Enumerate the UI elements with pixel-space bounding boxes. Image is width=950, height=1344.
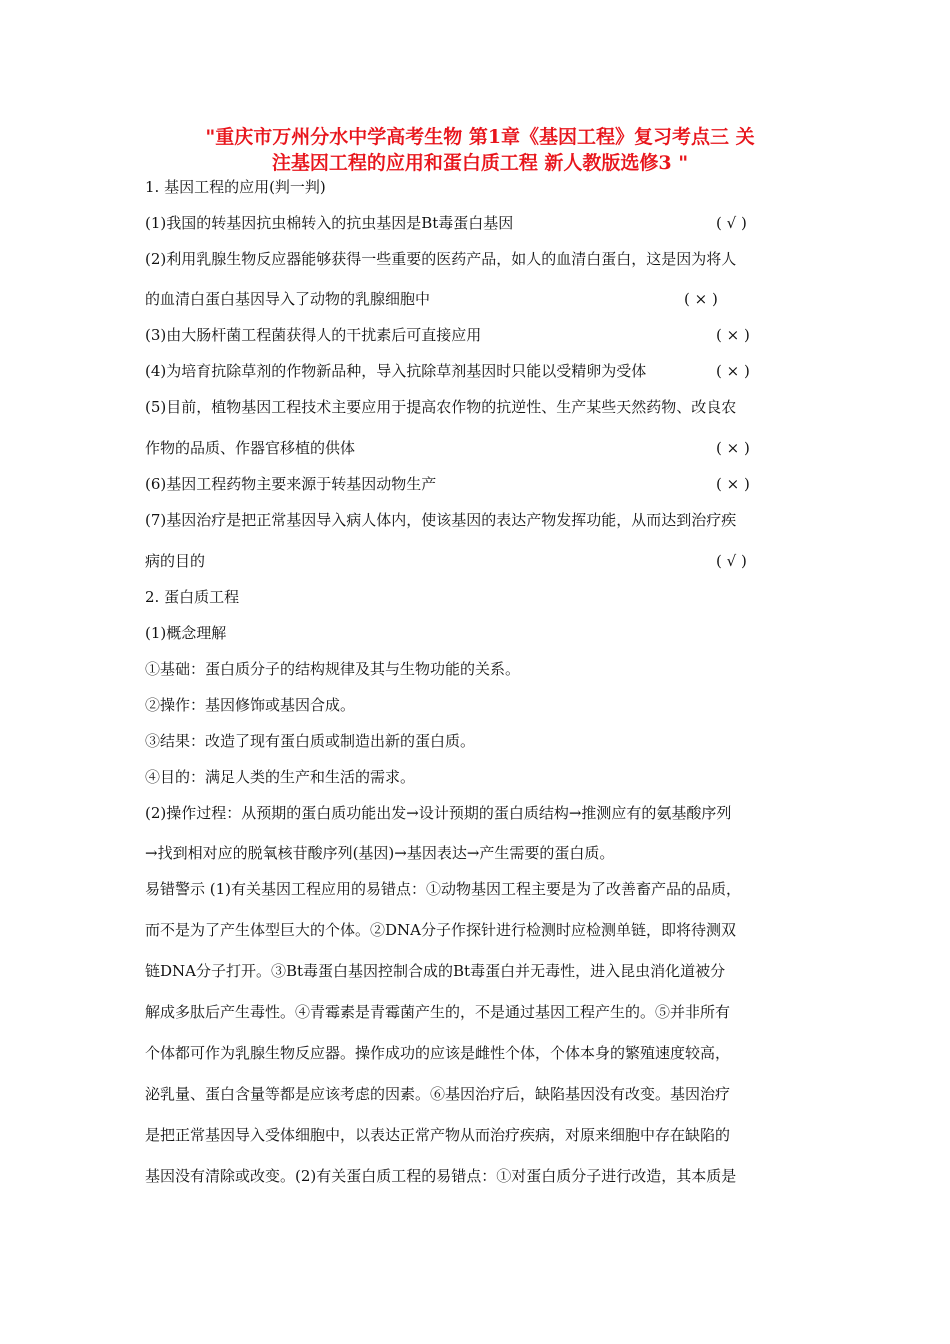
concept-point-4: ④目的：满足人类的生产和生活的需求。 (145, 768, 416, 786)
warning-line-5: 个体都可作为乳腺生物反应器。操作成功的应该是雌性个体，个体本身的繁殖速度较高， (145, 1044, 731, 1062)
item-6-text: (6)基因工程药物主要来源于转基因动物生产 (145, 475, 437, 493)
concept-heading: (1)概念理解 (145, 624, 227, 642)
item-5-text-line-2: 作物的品质、作器官移植的供体 (145, 439, 356, 457)
warning-line-8: 基因没有清除或改变。(2)有关蛋白质工程的易错点：①对蛋白质分子进行改造，其本质是 (145, 1167, 737, 1185)
item-3-text: (3)由大肠杆菌工程菌获得人的干扰素后可直接应用 (145, 326, 482, 344)
title-line-2: 注基因工程的应用和蛋白质工程 新人教版选修3 " (271, 152, 689, 174)
warning-line-2: 而不是为了产生体型巨大的个体。②DNA分子作探针进行检测时应检测单链，即将待测双 (145, 921, 736, 939)
concept-point-2: ②操作：基因修饰或基因合成。 (145, 696, 356, 714)
document-title (140, 124, 820, 176)
item-5-text-line-1: (5)目前，植物基因工程技术主要应用于提高农作物的抗逆性、生产某些天然药物、改良农 (145, 398, 737, 416)
warning-line-1: 易错警示 (1)有关基因工程应用的易错点：①动物基因工程主要是为了改善畜产品的品质， (145, 880, 742, 898)
concept-point-1: ①基础：蛋白质分子的结构规律及其与生物功能的关系。 (145, 660, 521, 678)
item-3-answer: ( × ) (716, 326, 750, 344)
item-2-text-line-1: (2)利用乳腺生物反应器能够获得一些重要的医药产品，如人的血清白蛋白，这是因为将人 (145, 250, 737, 268)
item-1-text: (1)我国的转基因抗虫棉转入的抗虫基因是Bt毒蛋白基因 (145, 214, 514, 232)
item-7-answer: ( √ ) (716, 552, 747, 570)
item-4-text: (4)为培育抗除草剂的作物新品种，导入抗除草剂基因时只能以受精卵为受体 (145, 362, 647, 380)
process-line-1: (2)操作过程：从预期的蛋白质功能出发→设计预期的蛋白质结构→推测应有的氨基酸序列 (145, 804, 732, 822)
concept-point-3: ③结果：改造了现有蛋白质或制造出新的蛋白质。 (145, 732, 476, 750)
title-line-1: "重庆市万州分水中学高考生物 第1章《基因工程》复习考点三 关 (205, 126, 755, 148)
process-line-2: →找到相对应的脱氧核苷酸序列(基因)→基因表达→产生需要的蛋白质。 (145, 844, 615, 862)
warning-line-3: 链DNA分子打开。③Bt毒蛋白基因控制合成的Bt毒蛋白并无毒性，进入昆虫消化道被分 (145, 962, 726, 980)
item-1-answer: ( √ ) (716, 214, 747, 232)
section-1-heading: 1. 基因工程的应用(判一判) (145, 178, 326, 196)
item-2-answer: ( × ) (684, 290, 718, 308)
section-2-heading: 2. 蛋白质工程 (145, 588, 240, 606)
item-4-answer: ( × ) (716, 362, 750, 380)
item-2-text-line-2: 的血清白蛋白基因导入了动物的乳腺细胞中 (145, 290, 431, 308)
warning-line-4: 解成多肽后产生毒性。④青霉素是青霉菌产生的，不是通过基因工程产生的。⑤并非所有 (145, 1003, 731, 1021)
item-5-answer: ( × ) (716, 439, 750, 457)
item-6-answer: ( × ) (716, 475, 750, 493)
item-7-text-line-2: 病的目的 (145, 552, 206, 570)
item-7-text-line-1: (7)基因治疗是把正常基因导入病人体内，使该基因的表达产物发挥功能，从而达到治疗疾 (145, 511, 737, 529)
warning-line-7: 是把正常基因导入受体细胞中，以表达正常产物从而治疗疾病，对原来细胞中存在缺陷的 (145, 1126, 731, 1144)
warning-line-6: 泌乳量、蛋白含量等都是应该考虑的因素。⑥基因治疗后，缺陷基因没有改变。基因治疗 (145, 1085, 731, 1103)
